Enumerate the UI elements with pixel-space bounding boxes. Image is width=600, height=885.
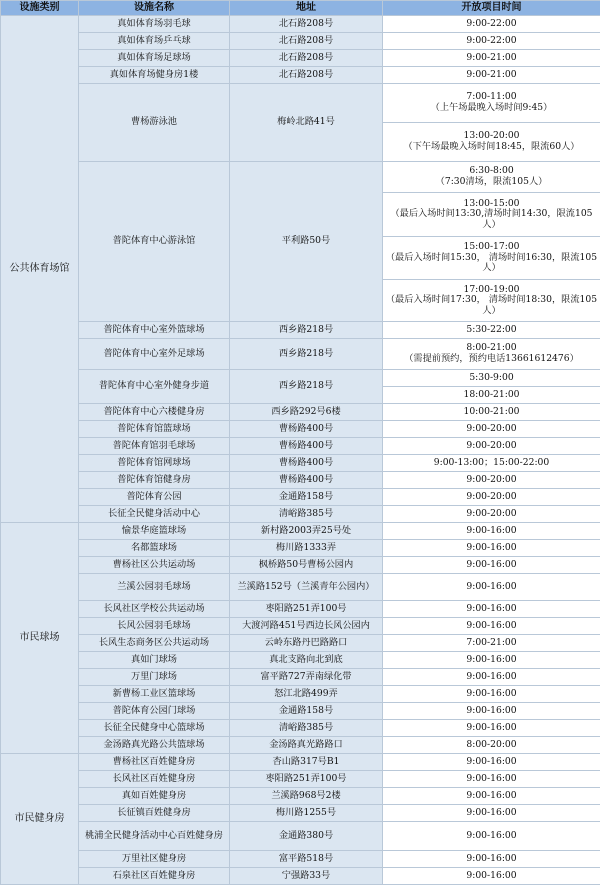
facility-name-cell: 长征镇百姓健身房	[79, 805, 230, 822]
open-hours-cell: 9:00-22:00	[383, 16, 600, 33]
open-hours-cell: 13:00-20:00 （下午场最晚入场时间18:45，限流60人）	[383, 123, 600, 162]
facility-name-cell: 曹杨游泳池	[79, 84, 230, 162]
open-hours-cell: 9:00-16:00	[383, 868, 600, 885]
open-hours-cell: 9:00-16:00	[383, 557, 600, 574]
address-cell: 清峪路385号	[230, 720, 383, 737]
facility-name-cell: 真如体育场足球场	[79, 50, 230, 67]
address-cell: 云岭东路丹巴路路口	[230, 635, 383, 652]
header-category: 设施类别	[1, 1, 79, 16]
facility-name-cell: 普陀体育中心游泳馆	[79, 162, 230, 322]
facility-name-cell: 普陀体育中心室外篮球场	[79, 322, 230, 339]
table-row	[1, 322, 600, 339]
facility-name-cell: 兰溪公园羽毛球场	[79, 574, 230, 601]
address-cell: 曹杨路400号	[230, 438, 383, 455]
facility-name-cell: 长征全民健身中心篮球场	[79, 720, 230, 737]
address-cell: 西乡路292号6楼	[230, 404, 383, 421]
table-row	[1, 16, 600, 33]
address-cell: 兰溪路968号2楼	[230, 788, 383, 805]
address-cell: 西乡路218号	[230, 322, 383, 339]
address-cell: 富平路727弄南绿化带	[230, 669, 383, 686]
open-hours-cell: 13:00-15:00 （最后入场时间13:30,清场时间14:30，限流105人）	[383, 193, 600, 237]
facility-name-cell: 愉景华庭篮球场	[79, 523, 230, 540]
table-row	[1, 652, 600, 669]
open-hours-cell: 8:00-20:00	[383, 737, 600, 754]
address-cell: 大渡河路451号西边长风公园内	[230, 618, 383, 635]
address-cell: 北石路208号	[230, 50, 383, 67]
facility-name-cell: 普陀体育馆网球场	[79, 455, 230, 472]
open-hours-cell: 9:00-16:00	[383, 703, 600, 720]
category-cell: 市民健身房	[1, 754, 79, 885]
address-cell: 平利路50号	[230, 162, 383, 322]
open-hours-cell: 8:00-21:00 （需提前预约，预约电话13661612476）	[383, 339, 600, 370]
header-hours: 开放项目时间	[383, 1, 600, 16]
facility-name-cell: 万里社区健身房	[79, 851, 230, 868]
table-row	[1, 489, 600, 506]
address-cell: 西乡路218号	[230, 370, 383, 404]
open-hours-cell: 9:00-16:00	[383, 805, 600, 822]
open-hours-cell: 7:00-21:00	[383, 635, 600, 652]
table-row	[1, 771, 600, 788]
table-row	[1, 84, 600, 123]
address-cell: 金通路158号	[230, 489, 383, 506]
table-row	[1, 788, 600, 805]
facility-name-cell: 普陀体育中心室外健身步道	[79, 370, 230, 404]
table-row	[1, 523, 600, 540]
open-hours-cell: 9:00-16:00	[383, 669, 600, 686]
open-hours-cell: 5:30-22:00	[383, 322, 600, 339]
table-row	[1, 162, 600, 193]
open-hours-cell: 9:00-16:00	[383, 771, 600, 788]
facility-name-cell: 桃浦全民健身活动中心百姓健身房	[79, 822, 230, 851]
table-row	[1, 557, 600, 574]
facility-name-cell: 金汤路真光路公共篮球场	[79, 737, 230, 754]
facility-name-cell: 真如体育场健身房1楼	[79, 67, 230, 84]
open-hours-cell: 9:00-22:00	[383, 33, 600, 50]
table-row	[1, 822, 600, 851]
facility-name-cell: 真如体育场羽毛球	[79, 16, 230, 33]
open-hours-cell: 9:00-21:00	[383, 50, 600, 67]
address-cell: 金汤路真光路路口	[230, 737, 383, 754]
table-row	[1, 506, 600, 523]
open-hours-cell: 6:30-8:00 （7:30清场，限流105人）	[383, 162, 600, 193]
facility-name-cell: 普陀体育馆羽毛球场	[79, 438, 230, 455]
table-row	[1, 868, 600, 885]
table-row	[1, 33, 600, 50]
header-address: 地址	[230, 1, 383, 16]
facility-name-cell: 普陀体育公园	[79, 489, 230, 506]
table-row	[1, 50, 600, 67]
address-cell: 怒江北路499弄	[230, 686, 383, 703]
open-hours-cell: 17:00-19:00 （最后入场时间17:30， 清场时间18:30，限流105人）	[383, 280, 600, 322]
table-row	[1, 601, 600, 618]
open-hours-cell: 9:00-16:00	[383, 686, 600, 703]
table-row	[1, 404, 600, 421]
address-cell: 西乡路218号	[230, 339, 383, 370]
open-hours-cell: 9:00-20:00	[383, 472, 600, 489]
address-cell: 真北支路向北到底	[230, 652, 383, 669]
open-hours-cell: 9:00-16:00	[383, 574, 600, 601]
address-cell: 梅川路1333弄	[230, 540, 383, 557]
address-cell: 枣阳路251弄100号	[230, 601, 383, 618]
address-cell: 北石路208号	[230, 67, 383, 84]
open-hours-cell: 9:00-20:00	[383, 421, 600, 438]
facility-name-cell: 真如门球场	[79, 652, 230, 669]
open-hours-cell: 9:00-16:00	[383, 754, 600, 771]
address-cell: 梅川路1255号	[230, 805, 383, 822]
facility-name-cell: 长风生态商务区公共运动场	[79, 635, 230, 652]
facility-name-cell: 石泉社区百姓健身房	[79, 868, 230, 885]
facility-name-cell: 名都篮球场	[79, 540, 230, 557]
address-cell: 金通路158号	[230, 703, 383, 720]
table-row	[1, 720, 600, 737]
facility-name-cell: 普陀体育中心室外足球场	[79, 339, 230, 370]
category-cell: 公共体育场馆	[1, 16, 79, 523]
address-cell: 清峪路385号	[230, 506, 383, 523]
table-row	[1, 851, 600, 868]
category-cell: 市民球场	[1, 523, 79, 754]
address-cell: 新村路2003弄25号处	[230, 523, 383, 540]
open-hours-cell: 9:00-16:00	[383, 540, 600, 557]
facility-name-cell: 普陀体育公园门球场	[79, 703, 230, 720]
facility-name-cell: 曹杨社区百姓健身房	[79, 754, 230, 771]
facility-name-cell: 真如体育场乒乓球	[79, 33, 230, 50]
open-hours-cell: 9:00-16:00	[383, 601, 600, 618]
address-cell: 北石路208号	[230, 16, 383, 33]
table-row	[1, 540, 600, 557]
table-row	[1, 421, 600, 438]
address-cell: 金通路380号	[230, 822, 383, 851]
table-row	[1, 669, 600, 686]
header-name: 设施名称	[79, 1, 230, 16]
facility-name-cell: 普陀体育馆健身房	[79, 472, 230, 489]
open-hours-cell: 9:00-16:00	[383, 720, 600, 737]
open-hours-cell: 9:00-20:00	[383, 506, 600, 523]
open-hours-cell: 18:00-21:00	[383, 387, 600, 404]
facility-name-cell: 真如百姓健身房	[79, 788, 230, 805]
address-cell: 杏山路317号B1	[230, 754, 383, 771]
facility-name-cell: 曹杨社区公共运动场	[79, 557, 230, 574]
address-cell: 曹杨路400号	[230, 472, 383, 489]
table-row	[1, 754, 600, 771]
facility-name-cell: 长风公园羽毛球场	[79, 618, 230, 635]
facility-name-cell: 普陀体育中心六楼健身房	[79, 404, 230, 421]
open-hours-cell: 9:00-16:00	[383, 652, 600, 669]
facility-name-cell: 长风社区百姓健身房	[79, 771, 230, 788]
facility-name-cell: 万里门球场	[79, 669, 230, 686]
facility-name-cell: 新曹杨工业区篮球场	[79, 686, 230, 703]
open-hours-cell: 9:00-20:00	[383, 489, 600, 506]
open-hours-cell: 10:00-21:00	[383, 404, 600, 421]
table-row	[1, 737, 600, 754]
open-hours-cell: 9:00-21:00	[383, 67, 600, 84]
facility-name-cell: 普陀体育馆篮球场	[79, 421, 230, 438]
open-hours-cell: 9:00-16:00	[383, 618, 600, 635]
open-hours-cell: 9:00-16:00	[383, 788, 600, 805]
address-cell: 宁强路33号	[230, 868, 383, 885]
facility-name-cell: 长风社区学校公共运动场	[79, 601, 230, 618]
table-row	[1, 455, 600, 472]
table-row	[1, 635, 600, 652]
open-hours-cell: 9:00-16:00	[383, 851, 600, 868]
open-hours-cell: 9:00-16:00	[383, 523, 600, 540]
address-cell: 北石路208号	[230, 33, 383, 50]
open-hours-cell: 9:00-20:00	[383, 438, 600, 455]
address-cell: 梅岭北路41号	[230, 84, 383, 162]
open-hours-cell: 5:30-9:00	[383, 370, 600, 387]
table-row	[1, 67, 600, 84]
header-row	[1, 1, 600, 16]
address-cell: 兰溪路152号（兰溪青年公园内）	[230, 574, 383, 601]
facility-name-cell: 长征全民健身活动中心	[79, 506, 230, 523]
address-cell: 富平路518号	[230, 851, 383, 868]
open-hours-cell: 7:00-11:00 （上午场最晚入场时间9:45）	[383, 84, 600, 123]
table-row	[1, 438, 600, 455]
table-row	[1, 472, 600, 489]
open-hours-cell: 9:00-13:00；15:00-22:00	[383, 455, 600, 472]
open-hours-cell: 9:00-16:00	[383, 822, 600, 851]
table-row	[1, 574, 600, 601]
table-row	[1, 703, 600, 720]
open-hours-cell: 15:00-17:00 （最后入场时间15:30， 清场时间16:30，限流105人）	[383, 237, 600, 280]
address-cell: 曹杨路400号	[230, 421, 383, 438]
address-cell: 枫桥路50号曹杨公园内	[230, 557, 383, 574]
table-row	[1, 618, 600, 635]
address-cell: 枣阳路251弄100号	[230, 771, 383, 788]
table-row	[1, 339, 600, 370]
address-cell: 曹杨路400号	[230, 455, 383, 472]
table-row	[1, 686, 600, 703]
table-row	[1, 805, 600, 822]
table-row	[1, 370, 600, 387]
